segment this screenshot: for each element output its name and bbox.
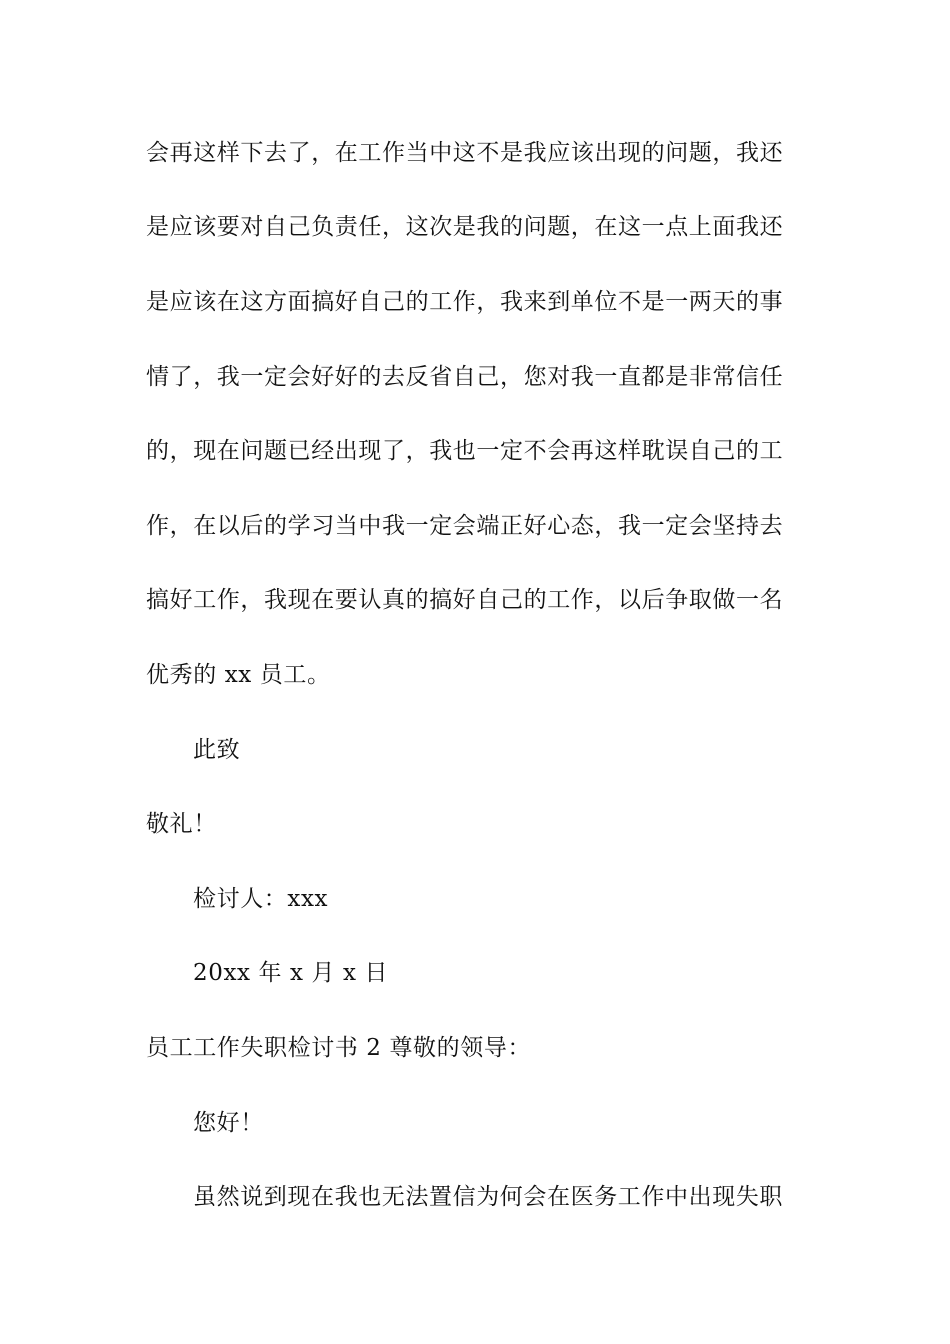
closing-regards: 敬礼！	[146, 811, 217, 837]
paragraph-line: 是应该在这方面搞好自己的工作，我来到单位不是一两天的事	[146, 289, 784, 315]
paragraph-line: 优秀的 xx 员工。	[146, 662, 331, 688]
greeting: 您好！	[193, 1110, 264, 1136]
paragraph-line: 虽然说到现在我也无法置信为何会在医务工作中出现失职	[193, 1184, 783, 1210]
paragraph-line: 搞好工作，我现在要认真的搞好自己的工作，以后争取做一名	[146, 587, 784, 613]
section-title: 员工工作失职检讨书 2 尊敬的领导：	[146, 1035, 532, 1061]
paragraph-line: 作，在以后的学习当中我一定会端正好心态，我一定会坚持去	[146, 513, 784, 539]
signer-name: 检讨人：xxx	[193, 886, 329, 912]
paragraph-line: 情了，我一定会好好的去反省自己，您对我一直都是非常信任	[146, 364, 784, 390]
paragraph-line: 会再这样下去了，在工作当中这不是我应该出现的问题，我还	[146, 140, 784, 166]
paragraph-line: 是应该要对自己负责任，这次是我的问题，在这一点上面我还	[146, 214, 784, 240]
paragraph-line: 的，现在问题已经出现了，我也一定不会再这样耽误自己的工	[146, 438, 784, 464]
closing-salutation: 此致	[193, 737, 241, 763]
document-date: 20xx 年 x 月 x 日	[193, 960, 389, 986]
